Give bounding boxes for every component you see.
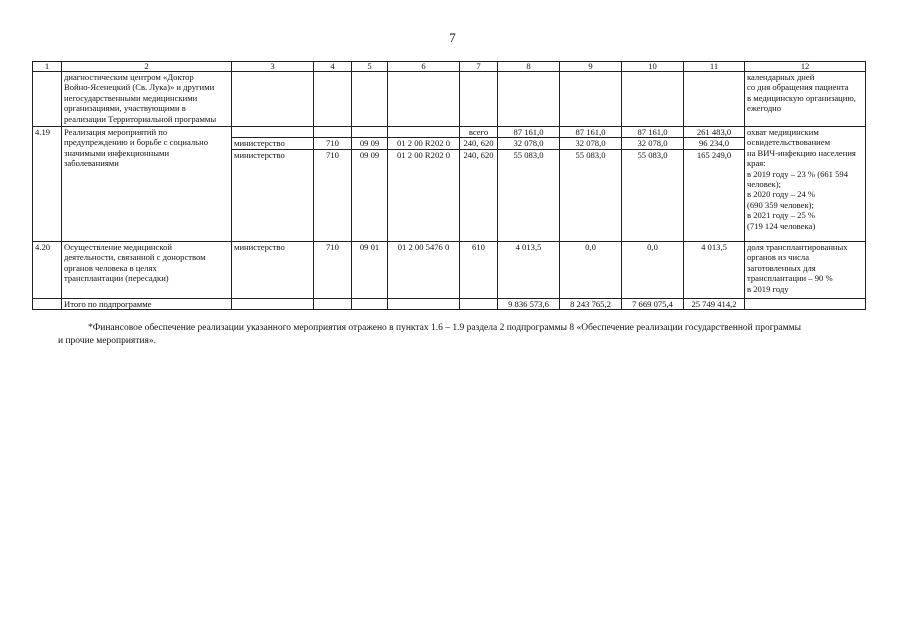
executor-cell: министерство <box>232 242 314 299</box>
header-cell: 12 <box>745 62 866 72</box>
total-cell: 261 483,0 96 234,0 165 249,0 <box>684 127 745 242</box>
vr-cell: всего 240, 620 240, 620 <box>460 127 498 242</box>
header-cell: 8 <box>498 62 560 72</box>
header-cell: 10 <box>622 62 684 72</box>
year-2020-cell: 0,0 <box>560 242 622 299</box>
event-cell: диагностическим центром «Доктор Войно-Ясенецкий (Св. Лука)» и другими негосударственными медицинскими организациями, участвующими в реализации Территориальной программы <box>62 72 232 127</box>
header-cell: 3 <box>232 62 314 72</box>
table-row-total <box>33 299 866 310</box>
csr-cell: 01 2 00 5476 0 <box>388 242 460 299</box>
table-row-continuation <box>33 72 866 127</box>
indicator-cell: доля трансплантированных органов из числа заготовленных для трансплантации – 90 % в 2019 году <box>745 242 866 299</box>
executor-cell: министерство министерство <box>232 127 314 242</box>
indicator-cell: календарных дней со дня обращения пациента в медицинскую организацию, ежегодно <box>745 72 866 127</box>
year-2021-total: 7 669 075,4 <box>622 299 684 310</box>
rzpr-cell: 09 01 <box>352 242 388 299</box>
csr-cell: 01 2 00 R202 0 01 2 00 R202 0 <box>388 127 460 242</box>
page-number: 7 <box>449 30 456 45</box>
row-number-cell: 4.20 <box>33 242 62 299</box>
event-cell: Реализация мероприятий по предупреждению и борьбе с социально значимыми инфекционными заболеваниями <box>62 127 232 242</box>
header-cell: 6 <box>388 62 460 72</box>
footnote-line: *Финансовое обеспечение реализации указанного мероприятия отражено в пунктах 1.6 – 1.9 раздела 2 подпрограммы 8 «Обеспечение реализации государственной программы <box>88 323 801 333</box>
footnote <box>58 322 868 347</box>
year-2020-cell: 87 161,0 32 078,0 55 083,0 <box>560 127 622 242</box>
header-cell: 11 <box>684 62 745 72</box>
year-2021-cell: 87 161,0 32 078,0 55 083,0 <box>622 127 684 242</box>
year-2021-cell: 0,0 <box>622 242 684 299</box>
table-row-4-19 <box>33 127 866 242</box>
header-cell: 4 <box>314 62 352 72</box>
header-cell: 9 <box>560 62 622 72</box>
grand-total: 25 749 414,2 <box>684 299 745 310</box>
year-2019-cell: 4 013,5 <box>498 242 560 299</box>
header-cell: 7 <box>460 62 498 72</box>
header-cell: 1 <box>33 62 62 72</box>
row-number-cell <box>33 72 62 127</box>
grbs-cell: 710 <box>314 242 352 299</box>
header-cell: 5 <box>352 62 388 72</box>
header-cell: 2 <box>62 62 232 72</box>
header-row <box>33 62 866 72</box>
vr-cell: 610 <box>460 242 498 299</box>
indicator-cell: охват медицинским освидетельствованием на ВИЧ-инфекцию населения края: в 2019 году – 23 % (661 594 человек); в 2020 году – 24 % (690 359 человек); в 2021 году – 25 % (719 124 человека) <box>745 127 866 242</box>
budget-table <box>32 61 866 310</box>
footnote-line: и прочие мероприятия». <box>58 335 156 346</box>
rzpr-cell: 09 09 09 09 <box>352 127 388 242</box>
event-cell: Осуществление медицинской деятельности, связанной с донорством органов человека в целях трансплантации (пересадки) <box>62 242 232 299</box>
grbs-cell: 710 710 <box>314 127 352 242</box>
year-2020-total: 8 243 765,2 <box>560 299 622 310</box>
table-row-4-20 <box>33 242 866 299</box>
year-2019-cell: 87 161,0 32 078,0 55 083,0 <box>498 127 560 242</box>
total-label: Итого по подпрограмме <box>62 299 232 310</box>
year-2019-total: 9 836 573,6 <box>498 299 560 310</box>
total-cell: 4 013,5 <box>684 242 745 299</box>
row-number-cell: 4.19 <box>33 127 62 242</box>
